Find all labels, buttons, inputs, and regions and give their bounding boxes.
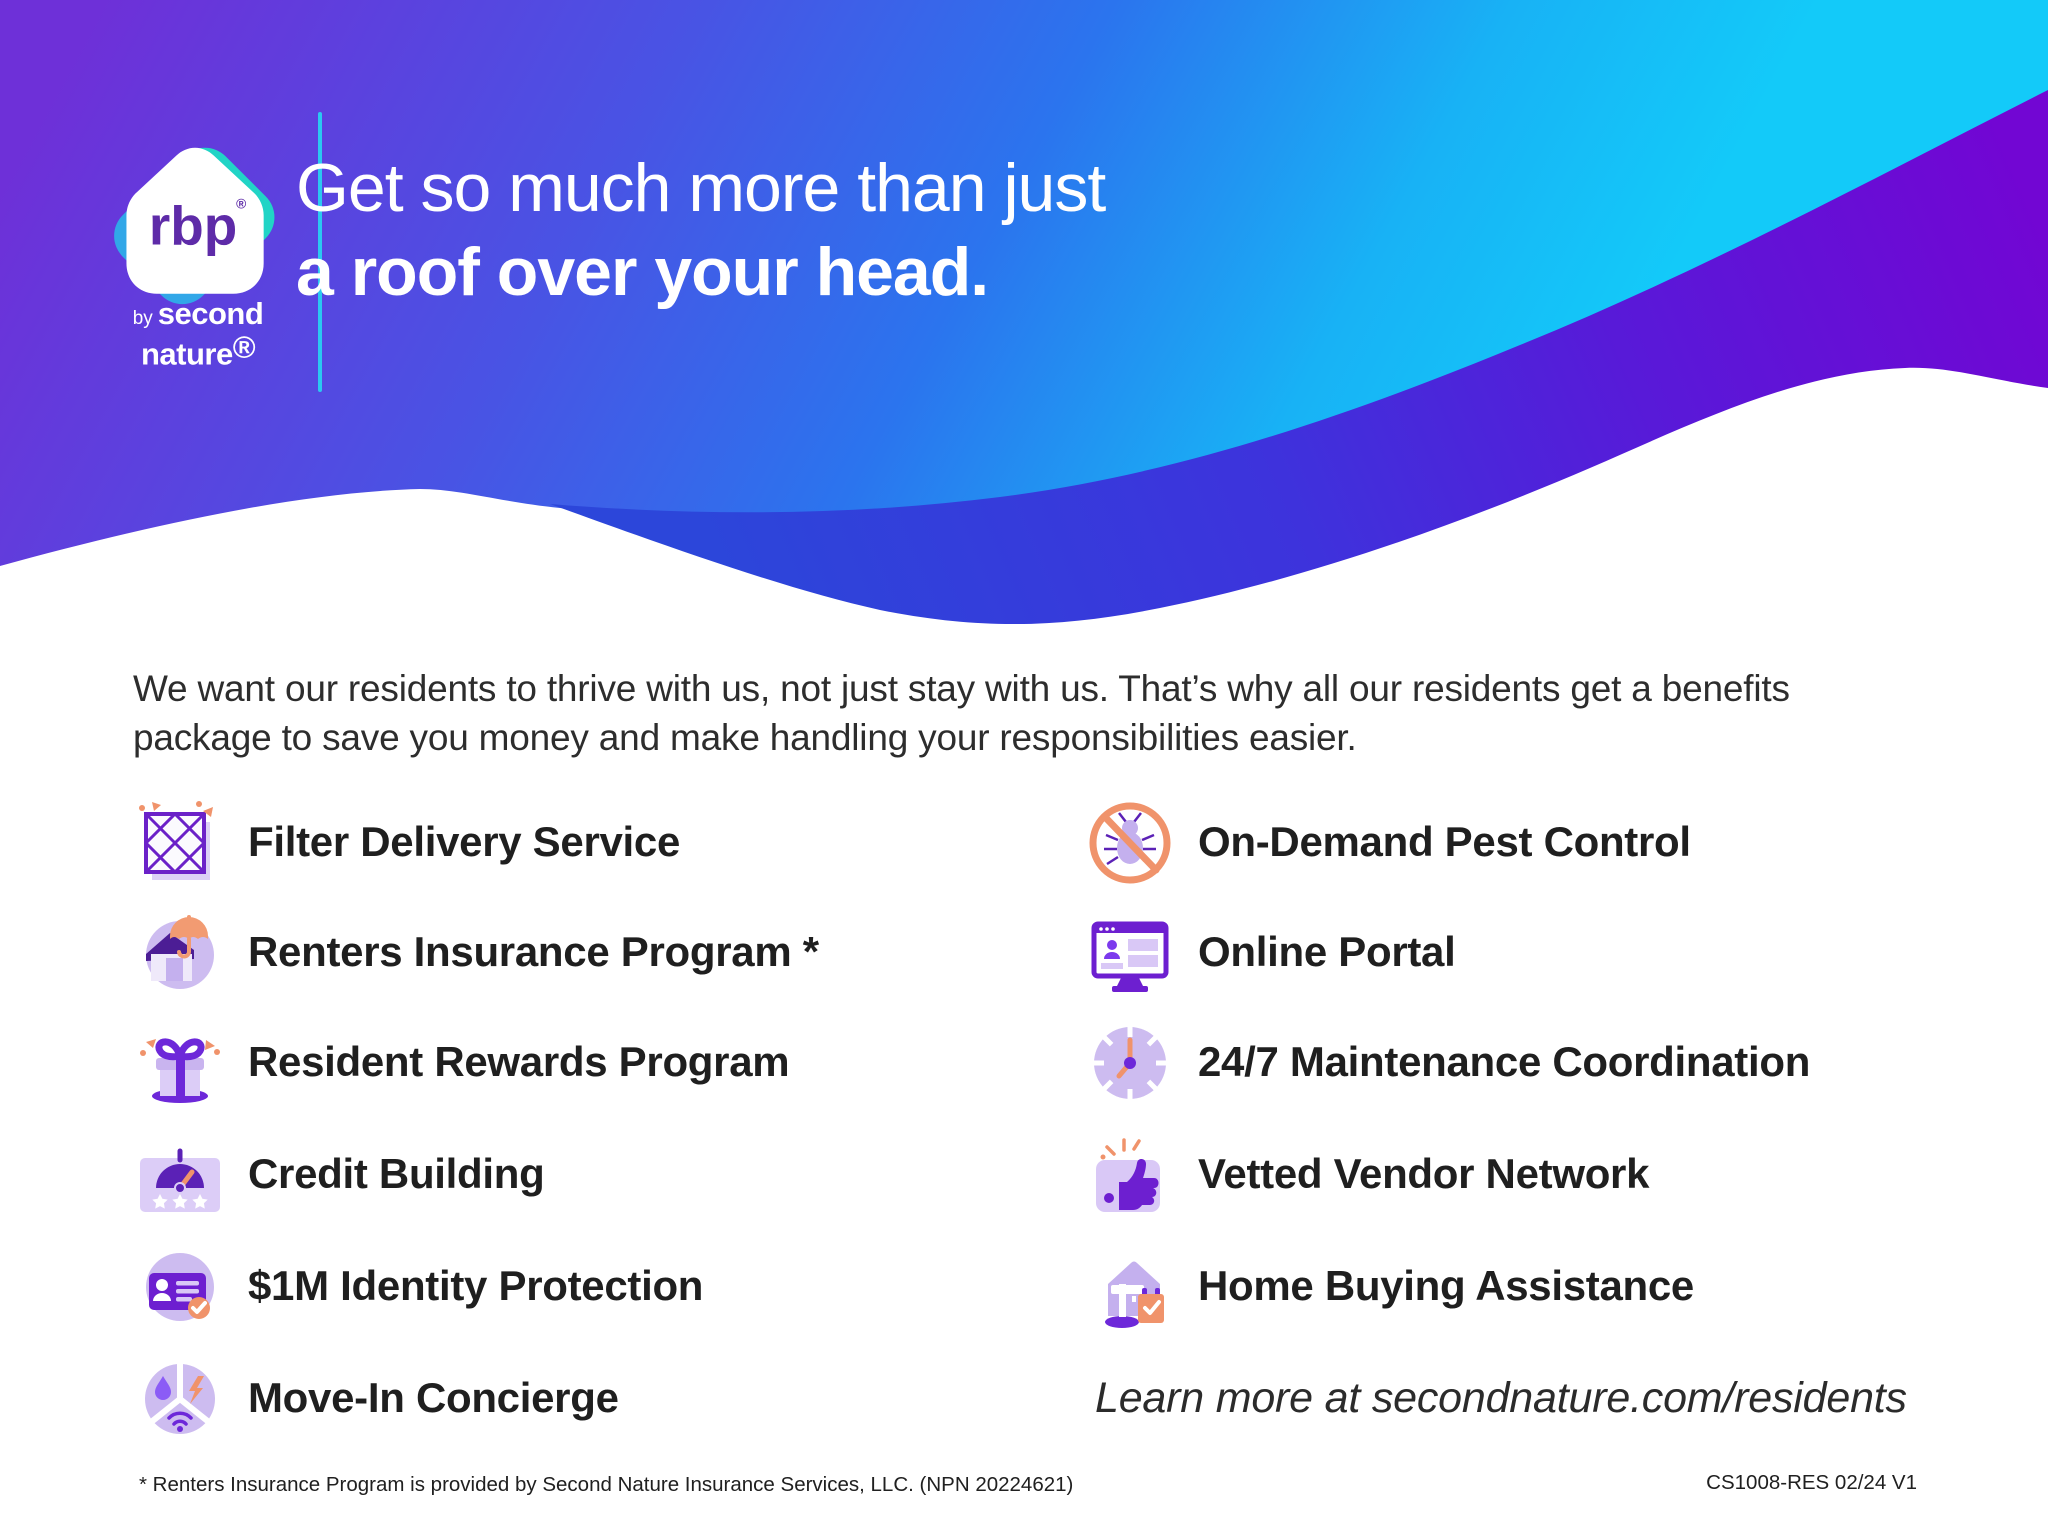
intro-paragraph: We want our residents to thrive with us, not just stay with us. That’s why all our residents get a benefits package to save you money and make handling your responsibilities easier. bbox=[133, 668, 1790, 758]
benefit-label: Online Portal bbox=[1198, 928, 1456, 975]
benefit-resident-rewards bbox=[136, 1018, 789, 1106]
benefit-label: 24/7 Maintenance Coordination bbox=[1198, 1038, 1811, 1085]
benefit-home-buying bbox=[1086, 1242, 1694, 1330]
document-code: CS1008-RES 02/24 V1 bbox=[1706, 1471, 1917, 1494]
house-umbrella-icon bbox=[136, 908, 224, 996]
gift-box-icon bbox=[136, 1018, 224, 1106]
benefit-filter-delivery bbox=[136, 798, 680, 886]
benefit-label: Move-In Concierge bbox=[248, 1374, 619, 1421]
byline-second-nature: by second nature® bbox=[132, 296, 264, 372]
benefit-label: Home Buying Assistance bbox=[1198, 1262, 1694, 1309]
headline-line2: a roof over your head. bbox=[296, 234, 989, 310]
benefit-pest-control bbox=[1086, 798, 1691, 886]
monitor-portal-icon bbox=[1086, 908, 1174, 996]
benefit-move-in-concierge bbox=[136, 1354, 619, 1442]
id-card-check-icon bbox=[136, 1242, 224, 1330]
headline bbox=[296, 146, 1105, 314]
benefit-maintenance bbox=[1086, 1018, 1810, 1106]
credit-gauge-icon bbox=[136, 1130, 224, 1218]
benefit-vendor-network bbox=[1086, 1130, 1649, 1218]
clock-24-7-icon bbox=[1086, 1018, 1174, 1106]
benefit-renters-insurance bbox=[136, 908, 819, 996]
learn-more-url: Learn more at secondnature.com/residents bbox=[1095, 1374, 1907, 1422]
thumbs-up-icon bbox=[1086, 1130, 1174, 1218]
benefit-label: Renters Insurance Program * bbox=[248, 928, 819, 975]
benefit-online-portal bbox=[1086, 908, 1455, 996]
benefit-label: Vetted Vendor Network bbox=[1198, 1150, 1650, 1197]
hero-banner bbox=[0, 0, 2048, 660]
benefit-label: Credit Building bbox=[248, 1150, 545, 1197]
benefit-label: Resident Rewards Program bbox=[248, 1038, 790, 1085]
benefit-label: On-Demand Pest Control bbox=[1198, 818, 1691, 865]
benefit-label: Filter Delivery Service bbox=[248, 818, 681, 865]
svg-text:rbp: rbp bbox=[148, 194, 238, 257]
svg-text:®: ® bbox=[236, 196, 247, 212]
house-sold-icon bbox=[1086, 1242, 1174, 1330]
no-bug-icon bbox=[1086, 798, 1174, 886]
benefit-label: $1M Identity Protection bbox=[248, 1262, 704, 1309]
benefit-identity-protection bbox=[136, 1242, 703, 1330]
benefit-credit-building bbox=[136, 1130, 544, 1218]
headline-line1: Get so much more than just bbox=[296, 150, 1106, 226]
utilities-wheel-icon bbox=[136, 1354, 224, 1442]
footnote-disclaimer: * Renters Insurance Program is provided by Second Nature Insurance Services, LLC. (NPN 20224621) bbox=[139, 1473, 1074, 1496]
air-filter-icon bbox=[136, 798, 224, 886]
